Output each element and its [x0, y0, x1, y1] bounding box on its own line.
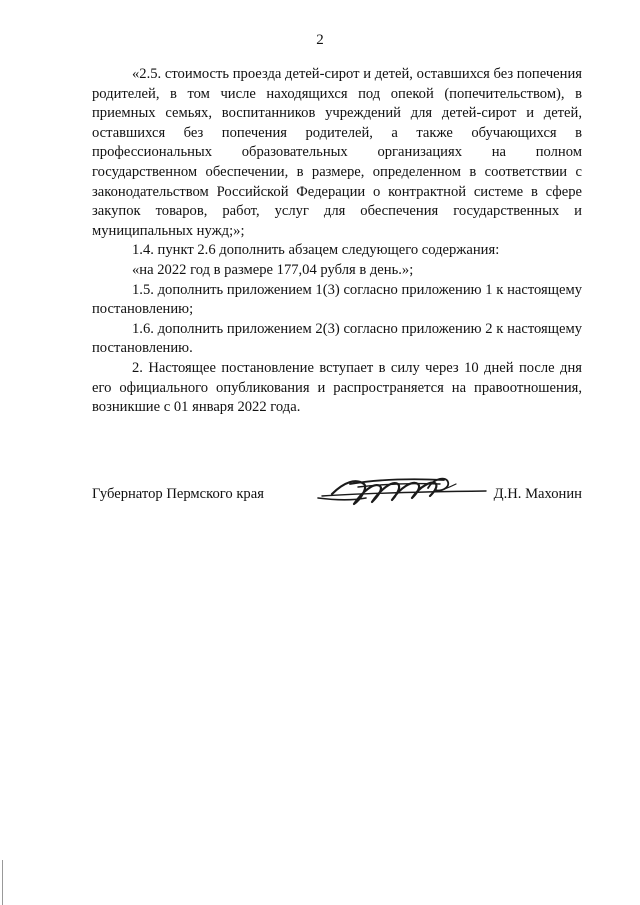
signature-block [92, 486, 582, 516]
paragraph-1-4: 1.4. пункт 2.6 дополнить абзацем следующего содержания: [132, 242, 500, 259]
paragraph-1-4-content: «на 2022 год в размере 177,04 рубля в день.»; [132, 261, 414, 278]
signatory-name: Д.Н. Махонин [493, 486, 582, 502]
paragraph-1-6: 1.6. дополнить приложением 2(3) согласно приложению 2 к настоящему постановлению. [92, 320, 582, 357]
document-body [92, 65, 582, 418]
paragraph-2: 2. Настоящее постановление вступает в силу через 10 дней после дня его официального опубликования и распространяется на правоотношения, возникшие с 01 января 2022 года. [92, 359, 582, 416]
scan-edge-line [2, 860, 3, 905]
page-number: 2 [316, 32, 324, 48]
paragraph-2-5: «2.5. стоимость проезда детей-сирот и детей, оставшихся без попечения родителей, в том числе находящихся под опекой (попечительством), в приемных семьях, воспитанников учреждений для детей-сирот и детей, оставшихся без попечения родителей, а также обучающихся в профессиональных образовательных организациях на полном государственном обеспечении, в размере, определенном в соответствии с законодательством Российской Федерации о контрактной системе в сфере закупок товаров, работ, услуг для обеспечения государственных и муниципальных нужд;»; [92, 66, 582, 239]
signatory-position: Губернатор Пермского края [92, 486, 264, 502]
handwritten-signature [314, 474, 488, 510]
paragraph-1-5: 1.5. дополнить приложением 1(3) согласно приложению 1 к настоящему постановлению; [92, 281, 582, 318]
